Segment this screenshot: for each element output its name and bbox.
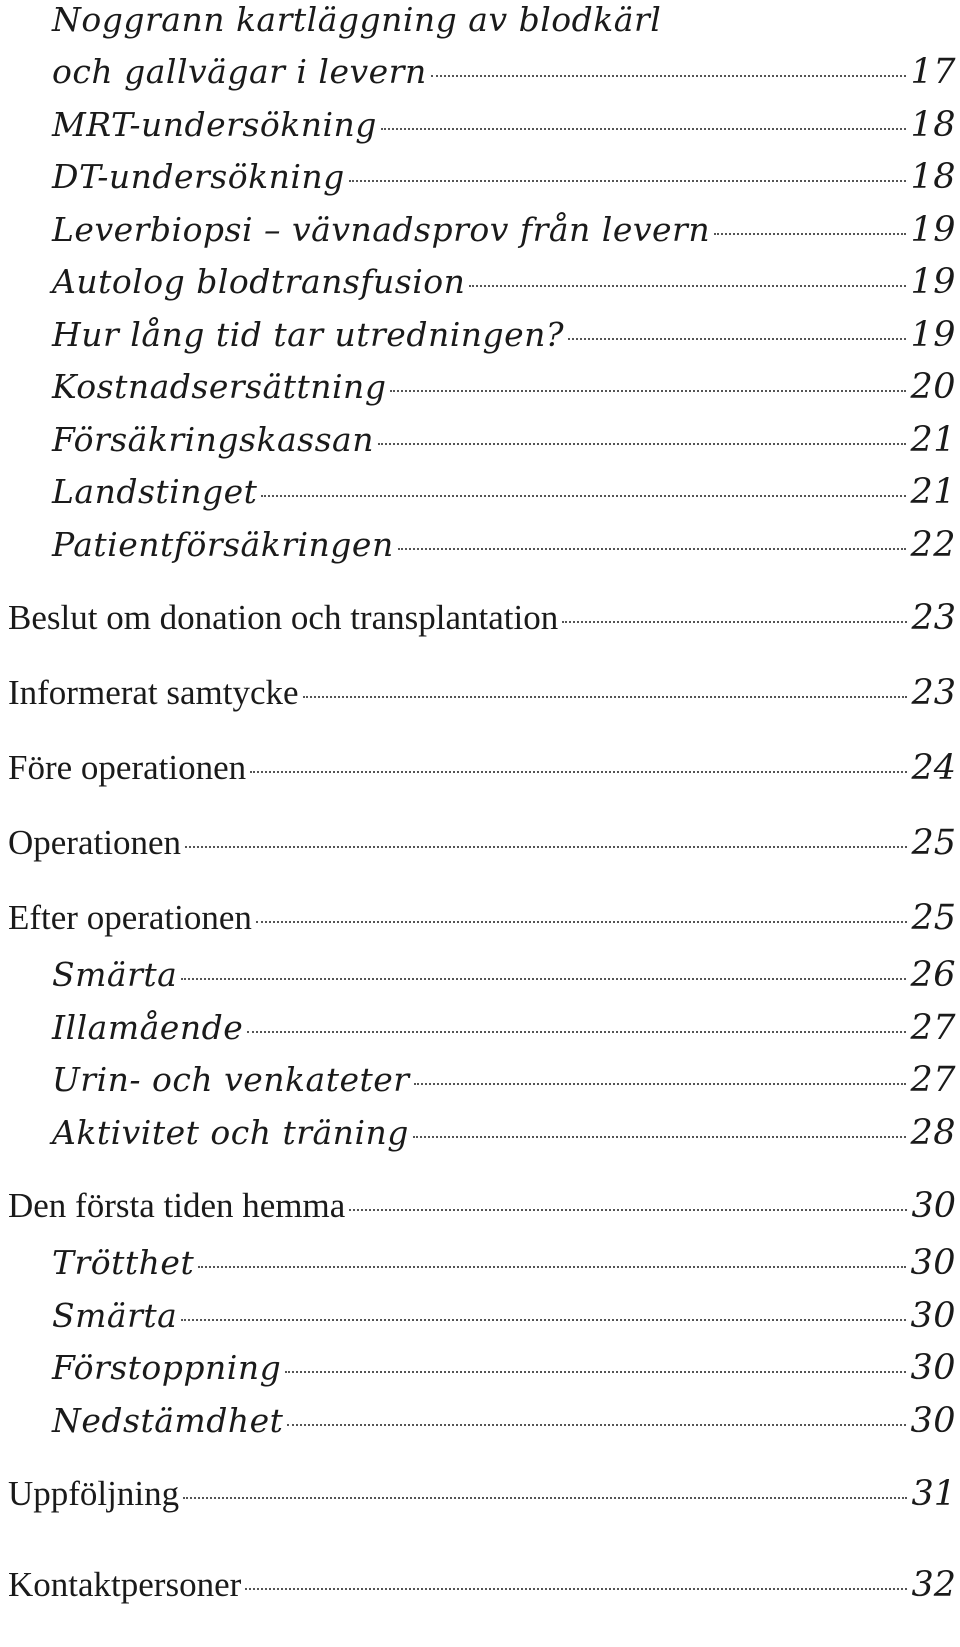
toc-entry-page: 23 bbox=[911, 598, 956, 638]
toc-entry-page: 25 bbox=[911, 898, 956, 938]
toc-leader-dots bbox=[303, 696, 908, 698]
toc-entry bbox=[52, 1243, 956, 1283]
toc-entry-page: 19 bbox=[910, 262, 956, 302]
toc-entry-page: 18 bbox=[910, 157, 956, 197]
toc-entry-page: 28 bbox=[910, 1113, 956, 1153]
toc-entry bbox=[52, 315, 956, 355]
toc-entry-title: och gallvägar i levern bbox=[52, 52, 427, 91]
toc-entry bbox=[52, 105, 956, 145]
toc-entry bbox=[8, 673, 956, 713]
toc-entry-title: DT-undersökning bbox=[52, 157, 345, 196]
toc-entry-title: Förstoppning bbox=[52, 1348, 282, 1387]
toc-entry-title: Leverbiopsi – vävnadsprov från levern bbox=[52, 210, 711, 249]
toc-entry-title: Försäkringskassan bbox=[52, 420, 374, 459]
toc-entry-page: 32 bbox=[911, 1565, 956, 1605]
toc-entry-title: Operationen bbox=[8, 823, 181, 862]
toc-entry-title: Noggrann kartläggning av blodkärl bbox=[52, 0, 662, 39]
toc-entry bbox=[8, 1474, 956, 1514]
toc-leader-dots bbox=[198, 1266, 906, 1268]
toc-entry bbox=[52, 955, 956, 995]
toc-entry-page: 27 bbox=[910, 1060, 956, 1100]
toc-entry-page: 30 bbox=[910, 1348, 956, 1388]
toc-entry-title: MRT-undersökning bbox=[52, 105, 377, 144]
toc-leader-dots bbox=[181, 1319, 906, 1321]
toc-entry-title: Efter operationen bbox=[8, 898, 252, 937]
toc-leader-dots bbox=[185, 846, 907, 848]
toc-entry-page: 27 bbox=[910, 1008, 956, 1048]
toc-entry-title: Före operationen bbox=[8, 748, 247, 787]
toc-entry-page: 30 bbox=[910, 1296, 956, 1336]
toc-entry bbox=[52, 1060, 956, 1100]
toc-entry bbox=[52, 1008, 956, 1048]
toc-leader-dots bbox=[562, 621, 907, 623]
toc-leader-dots bbox=[378, 443, 907, 445]
toc-leader-dots bbox=[431, 75, 907, 77]
toc-entry bbox=[52, 52, 956, 92]
toc-entry bbox=[52, 1113, 956, 1153]
toc-entry-page: 24 bbox=[911, 748, 956, 788]
toc-leader-dots bbox=[381, 128, 907, 130]
toc-entry-page: 25 bbox=[911, 823, 956, 863]
toc-entry bbox=[8, 823, 956, 863]
toc-entry bbox=[52, 0, 956, 39]
toc-entry-page: 19 bbox=[910, 315, 956, 355]
toc-entry bbox=[52, 157, 956, 197]
toc-entry bbox=[8, 748, 956, 788]
toc-entry bbox=[52, 367, 956, 407]
toc-entry-page: 21 bbox=[910, 420, 956, 460]
toc-entry bbox=[8, 898, 956, 938]
toc-leader-dots bbox=[413, 1136, 907, 1138]
toc-entry-title: Illamående bbox=[52, 1008, 244, 1047]
toc-entry bbox=[8, 598, 956, 638]
toc-entry bbox=[52, 1296, 956, 1336]
toc-entry-title: Den första tiden hemma bbox=[8, 1186, 346, 1225]
toc-entry-title: Kontaktpersoner bbox=[8, 1565, 242, 1604]
toc-leader-dots bbox=[256, 921, 908, 923]
toc-entry-page: 22 bbox=[910, 525, 956, 565]
toc-leader-dots bbox=[398, 548, 907, 550]
toc-entry-title: Autolog blodtransfusion bbox=[52, 262, 466, 301]
toc-leader-dots bbox=[261, 495, 906, 497]
toc-leader-dots bbox=[568, 338, 906, 340]
toc-entry-title: Patientförsäkringen bbox=[52, 525, 394, 564]
toc-entry-title: Trötthet bbox=[52, 1243, 195, 1282]
toc-entry bbox=[8, 1565, 956, 1605]
toc-entry-page: 23 bbox=[911, 673, 956, 713]
toc-leader-dots bbox=[469, 285, 906, 287]
toc-entry bbox=[52, 420, 956, 460]
toc-entry-page: 26 bbox=[910, 955, 956, 995]
toc-entry-page: 30 bbox=[910, 1401, 956, 1441]
toc-entry-title: Informerat samtycke bbox=[8, 673, 299, 712]
toc-entry-title: Beslut om donation och transplantation bbox=[8, 598, 559, 637]
toc-entry-page: 30 bbox=[910, 1243, 956, 1283]
toc-leader-dots bbox=[245, 1588, 907, 1590]
toc-entry-page: 18 bbox=[910, 105, 956, 145]
toc-entry bbox=[52, 472, 956, 512]
toc-entry-page: 19 bbox=[910, 210, 956, 250]
toc-entry-page: 17 bbox=[910, 52, 956, 92]
toc-entry bbox=[52, 1348, 956, 1388]
toc-entry bbox=[8, 1186, 956, 1226]
toc-entry bbox=[52, 262, 956, 302]
toc-entry bbox=[52, 1401, 956, 1441]
toc-entry-page: 20 bbox=[910, 367, 956, 407]
toc-entry-title: Urin- och venkateter bbox=[52, 1060, 410, 1099]
toc-leader-dots bbox=[287, 1424, 906, 1426]
toc-leader-dots bbox=[349, 1209, 907, 1211]
toc-leader-dots bbox=[247, 1031, 906, 1033]
toc-entry-title: Smärta bbox=[52, 1296, 178, 1335]
toc-leader-dots bbox=[250, 771, 907, 773]
toc-entry-title: Smärta bbox=[52, 955, 178, 994]
toc-entry-title: Aktivitet och träning bbox=[52, 1113, 409, 1152]
toc-leader-dots bbox=[183, 1497, 907, 1499]
toc-entry-title: Hur lång tid tar utredningen? bbox=[52, 315, 565, 354]
toc-entry-page: 31 bbox=[911, 1474, 956, 1514]
toc-leader-dots bbox=[181, 978, 906, 980]
toc-entry bbox=[52, 210, 956, 250]
toc-leader-dots bbox=[714, 233, 906, 235]
toc-entry-title: Uppföljning bbox=[8, 1474, 180, 1513]
toc-entry-page: 30 bbox=[911, 1186, 956, 1226]
toc-leader-dots bbox=[414, 1083, 907, 1085]
toc-leader-dots bbox=[390, 390, 906, 392]
toc-entry-title: Nedstämdhet bbox=[52, 1401, 284, 1440]
toc-entry-page: 21 bbox=[910, 472, 956, 512]
toc-entry-title: Landstinget bbox=[52, 472, 258, 511]
toc-entry bbox=[52, 525, 956, 565]
toc-leader-dots bbox=[349, 180, 907, 182]
toc-leader-dots bbox=[285, 1371, 906, 1373]
toc-entry-title: Kostnadsersättning bbox=[52, 367, 387, 406]
